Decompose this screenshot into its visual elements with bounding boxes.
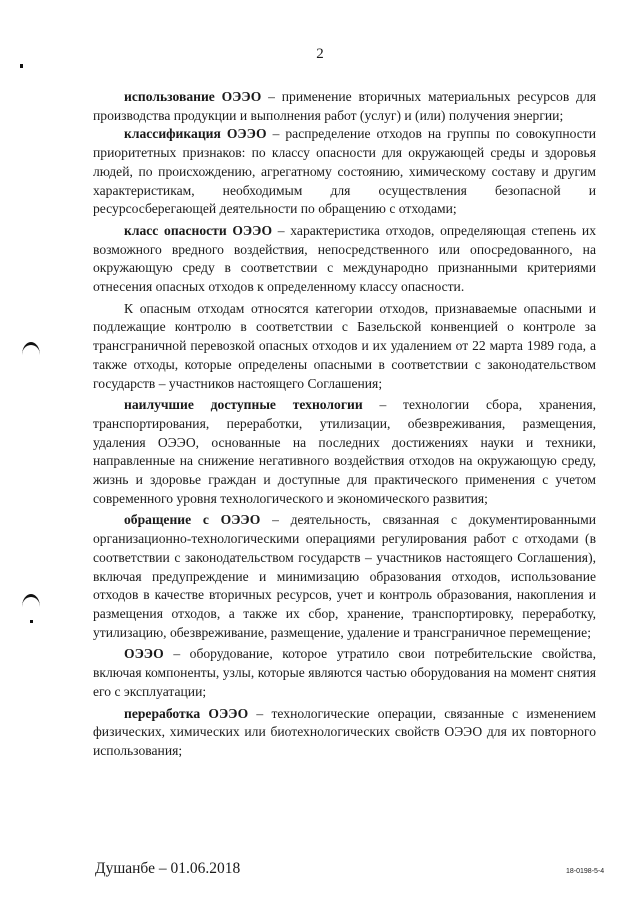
paragraph-processing bbox=[93, 705, 596, 761]
definition: – характеристика отходов, определяющая степень их возможного вредного воздействия, непосредственного или опосредованного, на окружающую среду в соответствии с международно признанными критериями отнесения опасных отходов к определенному классу опасности. bbox=[93, 222, 596, 295]
scan-arc-mark bbox=[22, 594, 40, 607]
term: класс опасности ОЭЭО bbox=[124, 222, 273, 238]
paragraph-weee bbox=[93, 645, 596, 701]
term: использование ОЭЭО bbox=[124, 89, 262, 104]
definition: – оборудование, которое утратило свои потребительские свойства, включая компоненты, узлы, которые являются частью оборудования на момент снятия его с эксплуатации; bbox=[93, 646, 596, 699]
footer-place-date: Душанбе – 01.06.2018 bbox=[95, 860, 241, 877]
term: наилучшие доступные технологии bbox=[124, 397, 363, 413]
paragraph-hazard-class bbox=[93, 222, 596, 297]
page-number: 2 bbox=[316, 46, 324, 62]
term: классификация ОЭЭО bbox=[124, 126, 267, 142]
term: ОЭЭО bbox=[124, 646, 164, 662]
scan-arc-mark bbox=[22, 342, 40, 355]
scan-dot bbox=[20, 64, 23, 68]
definition: К опасным отходам относятся категории отходов, признаваемые опасными и подлежащие контролю в соответствии с Базельской конвенцией о контроле за трансграничной перевозкой опасных отходов и их удалением от 22 марта 1989 года, а также отходы, которые определены опасными в соответствии с законодательством государств – участников настоящего Соглашения; bbox=[93, 300, 596, 391]
definition: – распределение отходов на группы по совокупности приоритетных признаков: по классу опасности для окружающей среды и здоровья людей, по происхождению, агрегатному состоянию, химическому составу и другим характеристикам, необходимым для осуществления безопасной и ресурсосберегающей деятельности по обращению с отходами; bbox=[93, 126, 596, 217]
paragraph-handling bbox=[93, 511, 596, 642]
scan-dot bbox=[30, 620, 33, 623]
term: переработка ОЭЭО bbox=[124, 705, 249, 721]
paragraph-best-technologies bbox=[93, 396, 596, 508]
definition: – деятельность, связанная с документированными организационно-технологическими операциями регулирования работ с отходами (в соответствии с законодательством государств – участников настоящего Соглашения), включая предупреждение и минимизацию образования отходов, использование отходов в качестве вторичных ресурсов, учет и контроль образования, накопления и размещения отходов, а также их сбор, хранение, транспортировку, переработку, утилизацию, обезвреживание, размещение, удаление и трансграничное перемещение; bbox=[93, 512, 596, 640]
definition: – технологии сбора, хранения, транспортирования, переработки, утилизации, обезвреживания, размещения, удаления ОЭЭО, основанные на последних достижениях науки и техники, направленные на снижение негативного воздействия отходов на окружающую среду, жизнь и здоровье граждан и доступные для практического применения с учетом современного уровня технологического и экономического развития; bbox=[93, 397, 597, 506]
definition: – технологические операции, связанные с изменением физических, химических или биотехнологических свойств ОЭЭО для их повторного использования; bbox=[93, 705, 596, 758]
paragraph-hazardous-waste bbox=[93, 300, 596, 394]
paragraph-usage bbox=[93, 88, 596, 125]
document-body bbox=[93, 88, 596, 761]
footer-doc-code: 18-0198-5-4 bbox=[566, 868, 605, 875]
paragraph-classification bbox=[93, 125, 596, 219]
term: обращение с ОЭЭО bbox=[124, 512, 261, 528]
definition: – применение вторичных материальных ресурсов для производства продукции и выполнения работ (услуг) и (или) получения энергии; bbox=[93, 89, 596, 123]
